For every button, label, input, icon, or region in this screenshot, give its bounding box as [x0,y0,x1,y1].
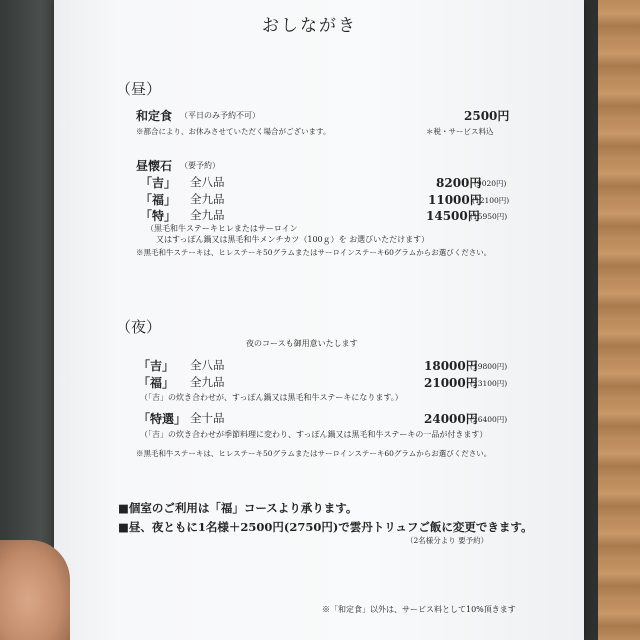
teishoku-note: ※都合により、お休みさせていただく場合がございます。 [136,127,331,136]
lunch-steak-note: ※黒毛和牛ステーキは、ヒレステーキ50グラムまたはサーロインステーキ60グラムからお選びください。 [136,248,492,257]
kaiseki-name: 昼懐石 [136,159,173,173]
lunch-heading: （昼） [116,80,162,98]
kaiseki-course-name: 「福」 [140,193,177,207]
teishoku-name: 和定食 [136,109,173,123]
kaiseki-detail-2: 又はすっぽん鍋又は黒毛和牛メンチカツ（100ｇ）を お選びいただけます） [156,235,430,244]
dinner-course-items: 全八品 [190,358,225,372]
truffle-note: ■昼、夜ともに1名様＋2500円(2750円)で雲丹トリュフご飯に変更できます。 [118,520,533,534]
kaiseki-course-price: 14500円 [426,209,480,223]
tokusen-price: 24000円 [424,412,478,426]
kaiseki-course-items: 全九品 [190,208,225,222]
kaiseki-course-tax: (15950円) [470,212,508,221]
kaiseki-course-tax: (12100円) [472,196,510,205]
wood-table-edge [598,0,640,640]
kaiseki-course-items: 全八品 [190,175,225,189]
dinner-course-price: 21000円 [424,376,478,390]
dinner-course-tax: (19800円) [470,362,508,371]
tokusen-items: 全十品 [190,411,225,425]
truffle-reservation-note: （2名様分より 要予約） [406,536,489,545]
dinner-course-price: 18000円 [424,359,478,373]
dinner-course-items: 全九品 [190,375,225,389]
kaiseki-detail-1: （黒毛和牛ステーキヒレまたはサーロイン [146,224,298,233]
dinner-course-name: 「吉」 [138,359,175,373]
tokusen-note: （「吉」の炊き合わせが季節料理に変わり、すっぽん鍋又は黒毛和牛ステーキの一品が付きます） [140,430,488,439]
kaiseki-condition: （要予約） [180,161,220,170]
kaiseki-course-tax: (9020円) [474,179,507,188]
tokusen-name: 「特選」 [138,412,187,426]
tokusen-tax: (26400円) [470,415,508,424]
teishoku-condition: （平日のみ予約不可） [180,111,260,120]
dinner-intro: 夜のコースも御用意いたします [246,339,358,348]
menu-page [54,0,584,640]
dinner-heading: （夜） [116,318,162,336]
kaiseki-course-items: 全九品 [190,192,225,206]
kaiseki-course-name: 「特」 [140,209,177,223]
kaiseki-course-price: 8200円 [436,176,482,190]
menu-title: おしながき [262,16,357,36]
dinner-course-tax: (23100円) [470,379,508,388]
fuku-note: （「吉」の炊き合わせが、すっぽん鍋又は黒毛和牛ステーキになります。） [140,393,403,402]
service-charge-note: ※「和定食」以外は、サービス料として10%頂きます [322,605,516,614]
kaiseki-course-name: 「吉」 [140,176,177,190]
tax-note: ＊税・サービス料込 [426,127,494,136]
dinner-steak-note: ※黒毛和牛ステーキは、ヒレステーキ50グラムまたはサーロインステーキ60グラムからお選びください。 [136,449,492,458]
teishoku-price: 2500円 [464,109,510,123]
dinner-course-name: 「福」 [138,376,175,390]
kaiseki-course-price: 11000円 [428,193,482,207]
private-room-note: ■個室のご利用は「福」コースより承ります。 [118,501,358,515]
thumb [0,540,70,640]
